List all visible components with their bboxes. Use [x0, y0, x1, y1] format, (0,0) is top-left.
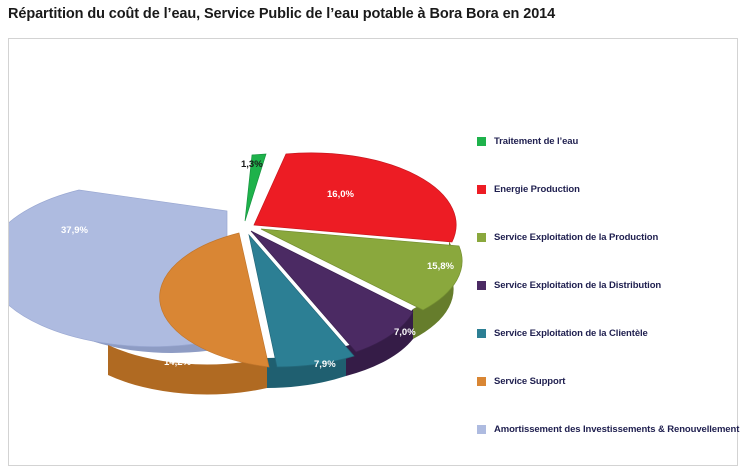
legend-label: Service Exploitation de la Distribution [494, 279, 662, 291]
legend-item-exploitation-production [477, 213, 733, 261]
slice-label-clientele: 7,9% [314, 359, 336, 370]
slice-label-amortissement: 37,9% [61, 225, 88, 236]
legend-item-service-support [477, 357, 733, 405]
chart-title: Répartition du coût de l’eau, Service Public de l’eau potable à Bora Bora en 2014 [8, 6, 556, 22]
slice-label-distribution: 7,0% [394, 327, 416, 338]
legend-item-exploitation-clientele [477, 309, 733, 357]
legend-swatch-icon [477, 377, 486, 386]
legend-swatch-icon [477, 329, 486, 338]
legend-swatch-icon [477, 281, 486, 290]
pie-chart-svg [9, 39, 469, 465]
legend-label: Service Support [494, 375, 566, 387]
slice-energie-production [254, 153, 456, 242]
legend-swatch-icon [477, 185, 486, 194]
legend-label: Amortissement des Investissements & Renouvellement [494, 423, 740, 435]
legend-label: Traitement de l’eau [494, 135, 579, 147]
slice-label-traitement: 1,3% [241, 159, 263, 170]
pie-plot-area [9, 39, 469, 465]
legend-item-traitement-eau [477, 117, 733, 165]
legend-label: Service Exploitation de la Clientèle [494, 327, 648, 339]
legend-swatch-icon [477, 137, 486, 146]
legend-item-amortissement [477, 405, 740, 453]
slice-label-support: 14,2% [164, 357, 191, 368]
legend-label: Energie Production [494, 183, 580, 195]
slice-label-exploitation-production: 15,8% [427, 261, 454, 272]
slice-label-energie: 16,0% [327, 189, 354, 200]
legend-label: Service Exploitation de la Production [494, 231, 659, 243]
legend-item-energie-production [477, 165, 733, 213]
legend-item-exploitation-distribution [477, 261, 733, 309]
legend-swatch-icon [477, 425, 486, 434]
legend-swatch-icon [477, 233, 486, 242]
chart-legend [477, 117, 740, 453]
chart-frame [8, 38, 738, 466]
